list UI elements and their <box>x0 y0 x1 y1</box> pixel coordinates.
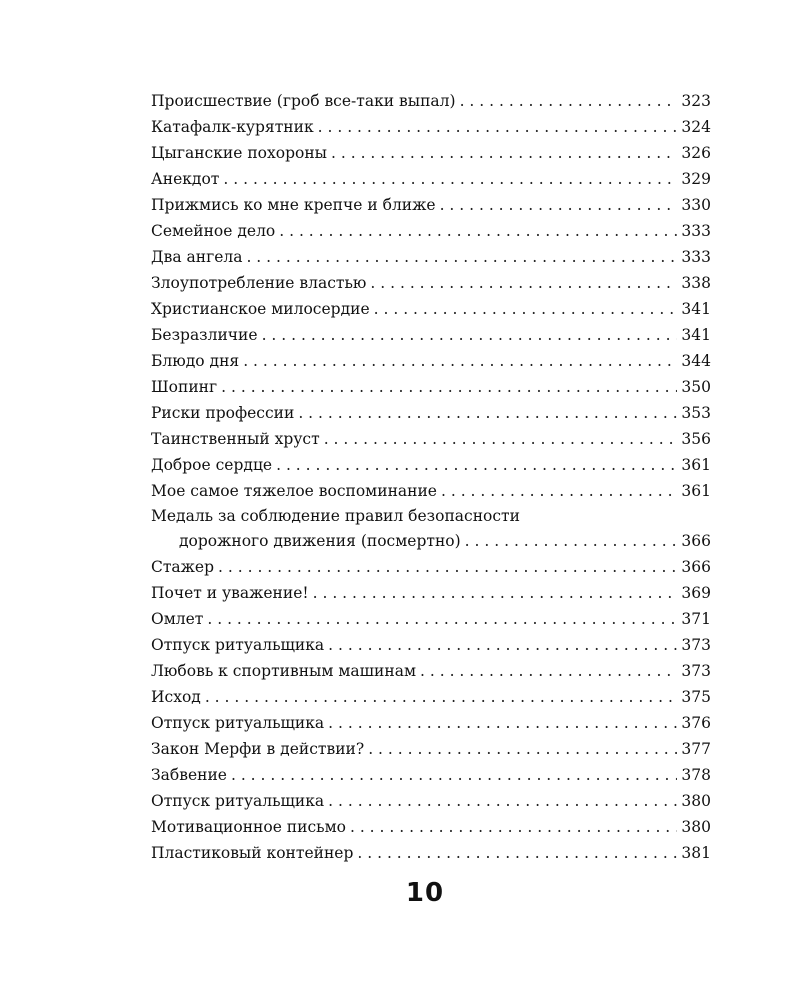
dot-leader <box>324 788 677 814</box>
toc-entry-page: 380 <box>681 818 711 836</box>
toc-entry <box>151 580 711 606</box>
dot-leader <box>366 270 677 296</box>
toc-entry-title: Прижмись ко мне крепче и ближе <box>151 196 436 214</box>
toc-entry-page: 373 <box>681 636 711 654</box>
toc-entry-page: 378 <box>681 766 711 784</box>
toc-entry-page: 376 <box>681 714 711 732</box>
toc-entry-page: 353 <box>681 404 711 422</box>
toc-entry-title: Семейное дело <box>151 222 276 240</box>
dot-leader <box>364 736 677 762</box>
toc-entry <box>151 762 711 788</box>
dot-leader <box>239 348 677 374</box>
toc-entry-title: Стажер <box>151 558 215 576</box>
toc-entry-page: 377 <box>681 740 711 758</box>
dot-leader <box>456 88 677 114</box>
toc-entry-title: Мое самое тяжелое воспоминание <box>151 482 437 500</box>
toc-entry-page: 329 <box>681 170 711 188</box>
toc-entry <box>151 322 711 348</box>
toc-entry-page: 323 <box>681 92 711 110</box>
dot-leader <box>201 684 677 710</box>
toc-entry-title: Риски профессии <box>151 404 295 422</box>
toc-entry <box>151 166 711 192</box>
toc-entry-page: 333 <box>681 248 711 266</box>
toc-entry-title: Шопинг <box>151 378 218 396</box>
toc-entry-page: 344 <box>681 352 711 370</box>
toc-entry-page: 330 <box>681 196 711 214</box>
page-number: 10 <box>405 878 445 908</box>
toc-entry <box>151 270 711 296</box>
toc-entry <box>151 244 711 270</box>
toc-entry-title-continued: дорожного движения (посмертно) <box>179 532 461 550</box>
toc-entry <box>151 684 711 710</box>
toc-entry-page: 361 <box>681 482 711 500</box>
toc-entry-page: 341 <box>681 326 711 344</box>
toc-entry <box>151 632 711 658</box>
toc-entry <box>151 814 711 840</box>
toc-entry-page: 326 <box>681 144 711 162</box>
toc-entry-page: 380 <box>681 792 711 810</box>
toc-entry-title: Происшествие (гроб все-таки выпал) <box>151 92 456 110</box>
toc-entry-page: 381 <box>681 844 711 862</box>
toc-entry-page: 350 <box>681 378 711 396</box>
toc-entry <box>151 426 711 452</box>
toc-entry <box>151 348 711 374</box>
toc-entry <box>151 114 711 140</box>
dot-leader <box>324 710 677 736</box>
dot-leader <box>203 606 677 632</box>
toc-entry <box>151 788 711 814</box>
dot-leader <box>294 400 677 426</box>
toc-entry <box>151 296 711 322</box>
dot-leader <box>461 528 677 554</box>
toc-entry <box>151 400 711 426</box>
dot-leader <box>437 478 677 504</box>
toc-entry-title: Исход <box>151 688 201 706</box>
dot-leader <box>314 114 677 140</box>
toc-entry-page: 324 <box>681 118 711 136</box>
toc-entry <box>151 452 711 478</box>
toc-entry-title: Безразличие <box>151 326 258 344</box>
toc-entry-page: 338 <box>681 274 711 292</box>
dot-leader <box>346 814 677 840</box>
dot-leader <box>320 426 677 452</box>
toc-entry-page: 333 <box>681 222 711 240</box>
dot-leader <box>242 244 677 270</box>
table-of-contents <box>151 88 711 866</box>
dot-leader <box>272 452 677 478</box>
toc-entry-title: Отпуск ритуальщика <box>151 714 325 732</box>
toc-entry <box>151 374 711 400</box>
dot-leader <box>217 374 677 400</box>
toc-entry-title: Мотивационное письмо <box>151 818 346 836</box>
toc-entry-title: Цыганские похороны <box>151 144 328 162</box>
toc-entry-page: 366 <box>681 558 711 576</box>
dot-leader <box>436 192 677 218</box>
toc-entry <box>151 218 711 244</box>
toc-entry-title: Отпуск ритуальщика <box>151 792 325 810</box>
dot-leader <box>416 658 677 684</box>
toc-entry-title: Злоупотребление властью <box>151 274 367 292</box>
toc-entry <box>151 710 711 736</box>
toc-entry <box>151 736 711 762</box>
toc-entry-title: Таинственный хруст <box>151 430 320 448</box>
dot-leader <box>370 296 677 322</box>
toc-entry-page: 366 <box>681 532 711 550</box>
toc-entry-title: Любовь к спортивным машинам <box>151 662 417 680</box>
toc-entry-page: 356 <box>681 430 711 448</box>
toc-entry-title: Отпуск ритуальщика <box>151 636 325 654</box>
dot-leader <box>309 580 677 606</box>
toc-entry-page: 341 <box>681 300 711 318</box>
toc-entry-title: Омлет <box>151 610 204 628</box>
dot-leader <box>324 632 677 658</box>
toc-entry-first-line <box>151 504 711 528</box>
toc-entry <box>151 140 711 166</box>
dot-leader <box>214 554 677 580</box>
toc-entry-title: Пластиковый контейнер <box>151 844 354 862</box>
toc-entry <box>151 840 711 866</box>
dot-leader <box>327 140 677 166</box>
toc-entry <box>151 478 711 504</box>
toc-entry <box>151 88 711 114</box>
dot-leader <box>227 762 677 788</box>
toc-entry-title: Блюдо дня <box>151 352 240 370</box>
dot-leader <box>275 218 677 244</box>
toc-entry-title: Катафалк-курятник <box>151 118 314 136</box>
toc-entry <box>151 606 711 632</box>
toc-entry-title: Забвение <box>151 766 227 784</box>
toc-entry-title: Христианское милосердие <box>151 300 370 318</box>
toc-entry-title: Почет и уважение! <box>151 584 309 602</box>
toc-entry-title: Закон Мерфи в действии? <box>151 740 365 758</box>
toc-entry <box>151 658 711 684</box>
dot-leader <box>258 322 677 348</box>
toc-entry <box>151 192 711 218</box>
toc-entry-page: 369 <box>681 584 711 602</box>
toc-entry-page: 373 <box>681 662 711 680</box>
toc-entry-title: Два ангела <box>151 248 243 266</box>
dot-leader <box>219 166 677 192</box>
toc-entry-title: Медаль за соблюдение правил безопасности <box>151 507 520 525</box>
dot-leader <box>353 840 677 866</box>
toc-entry-continuation <box>151 528 711 554</box>
toc-entry-title: Анекдот <box>151 170 220 188</box>
toc-entry <box>151 554 711 580</box>
toc-entry-page: 361 <box>681 456 711 474</box>
toc-entry-page: 375 <box>681 688 711 706</box>
toc-entry-page: 371 <box>681 610 711 628</box>
toc-entry-title: Доброе сердце <box>151 456 273 474</box>
